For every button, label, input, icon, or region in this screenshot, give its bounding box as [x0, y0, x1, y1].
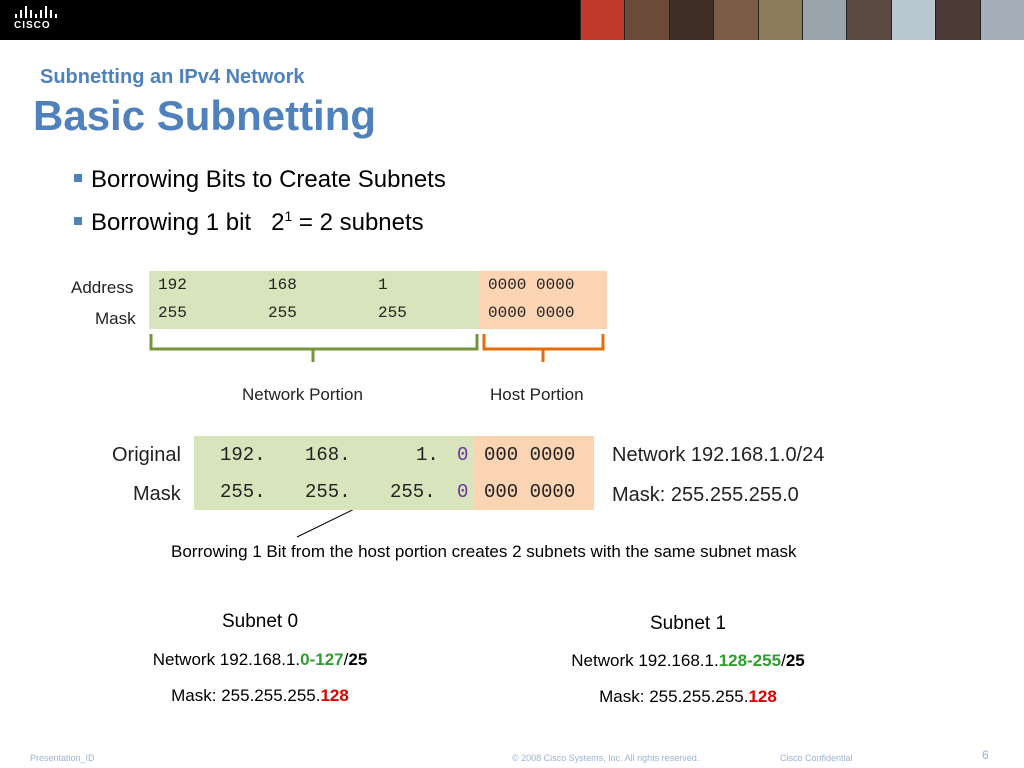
mask-octet-2: 255 [268, 304, 297, 322]
borrowing-caption: Borrowing 1 Bit from the host portion creates 2 subnets with the same subnet mask [171, 542, 797, 561]
mask-octet-4: 0000 0000 [488, 304, 575, 322]
footer-copyright: © 2008 Cisco Systems, Inc. All rights reserved. [512, 753, 700, 763]
slide-title: Basic Subnetting [33, 92, 377, 139]
address-label: Address [71, 278, 134, 297]
host-portion-label: Host Portion [490, 385, 584, 404]
original-octet-2: 168. [305, 444, 351, 466]
footer-presentation-id: Presentation_ID [30, 753, 95, 763]
original-label: Original [112, 444, 181, 466]
mask-label-2: Mask [133, 483, 181, 505]
footer-confidential: Cisco Confidential [780, 753, 853, 763]
subnet-0-mask [110, 686, 410, 706]
host-brace [484, 334, 603, 362]
original-host-bits: 000 0000 [484, 444, 576, 466]
subnet-0-mask-prefix: Mask: 255.255.255. [171, 686, 321, 705]
mask-dotted-text: Mask: 255.255.255.0 [612, 484, 799, 506]
original-octet-3: 1. [416, 444, 439, 466]
subnet-0-range: 0-127 [300, 650, 344, 669]
subnet-0-title: Subnet 0 [221, 611, 299, 632]
original-borrowed-bit: 0 [457, 444, 469, 466]
original-octet-1: 192. [220, 444, 266, 466]
mask2-octet-3: 255. [390, 481, 436, 503]
address-octet-1: 192 [158, 276, 187, 294]
address-octet-2: 168 [268, 276, 297, 294]
subnet-1-mask [538, 687, 838, 707]
subnet-1-cidr: 25 [785, 651, 805, 670]
mask-octet-3: 255 [378, 304, 407, 322]
subnet-1-slash: / [781, 651, 786, 670]
network-brace [151, 334, 477, 362]
subnet-0-network-prefix: Network 192.168.1. [152, 650, 301, 669]
subnet-0-mask-last: 128 [320, 686, 349, 705]
mask2-octet-1: 255. [220, 481, 266, 503]
subnet-1-network-prefix: Network 192.168.1. [571, 651, 719, 670]
subnet-0-cidr: 25 [348, 650, 368, 669]
mask2-borrowed-bit: 0 [457, 481, 469, 503]
subnet-1-range: 128-255 [718, 651, 782, 670]
bullet-1-text: Borrowing Bits to Create Subnets [91, 166, 446, 193]
slide-subtitle: Subnetting an IPv4 Network [40, 66, 305, 88]
mask2-host-bits: 000 0000 [484, 481, 576, 503]
mask-octet-1: 255 [158, 304, 187, 322]
address-octet-4: 0000 0000 [488, 276, 575, 294]
network-cidr-text: Network 192.168.1.0/24 [612, 444, 825, 466]
subnet-1-network [528, 651, 848, 671]
bullet-2-exponent: 1 [284, 208, 293, 224]
subnet-1-mask-prefix: Mask: 255.255.255. [599, 687, 749, 706]
bullet-2-suffix: = 2 subnets [292, 209, 424, 236]
network-portion-label: Network Portion [242, 385, 363, 404]
mask-label: Mask [95, 309, 136, 328]
logo-text: CISCO [14, 20, 51, 31]
subnet-1-title: Subnet 1 [649, 613, 727, 634]
address-octet-3: 1 [378, 276, 388, 294]
bullet-2-prefix: Borrowing 1 bit 2 [91, 209, 285, 236]
subnet-0-slash: / [343, 650, 349, 669]
mask2-octet-2: 255. [305, 481, 351, 503]
subnet-0-network [110, 650, 410, 670]
page-number: 6 [982, 748, 989, 762]
subnet-1-mask-last: 128 [748, 687, 777, 706]
